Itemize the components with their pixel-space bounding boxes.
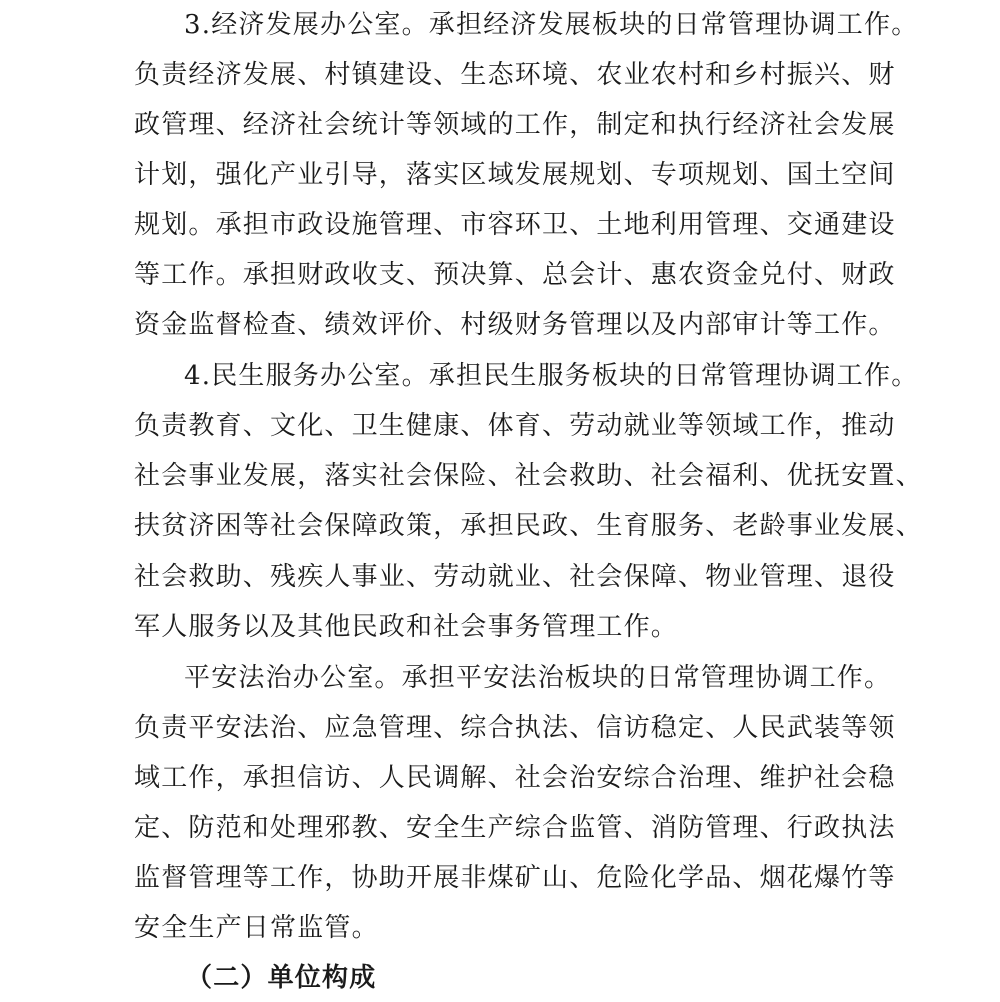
paragraph-economic-office-line-7: 资金监督检查、绩效评价、村级财务管理以及内部审计等工作。 bbox=[134, 310, 896, 340]
paragraph-livelihood-office-line-6: 军人服务以及其他民政和社会事务管理工作。 bbox=[134, 612, 679, 642]
paragraph-safety-office-line-1: 平安法治办公室。承担平安法治板块的日常管理协调工作。 bbox=[184, 663, 892, 693]
paragraph-livelihood-office-line-2: 负责教育、文化、卫生健康、体育、劳动就业等领域工作，推动 bbox=[134, 411, 896, 441]
paragraph-economic-office-line-2: 负责经济发展、村镇建设、生态环境、农业农村和乡村振兴、财 bbox=[134, 60, 896, 90]
paragraph-safety-office-line-4: 定、防范和处理邪教、安全生产综合监管、消防管理、行政执法 bbox=[134, 813, 896, 843]
paragraph-economic-office-line-3: 政管理、经济社会统计等领域的工作，制定和执行经济社会发展 bbox=[134, 110, 896, 140]
paragraph-economic-office-line-4: 计划，强化产业引导，落实区域发展规划、专项规划、国土空间 bbox=[134, 160, 896, 190]
paragraph-livelihood-office-line-1: 4.民生服务办公室。承担民生服务板块的日常管理协调工作。 bbox=[184, 361, 919, 391]
section-heading: （二）单位构成 bbox=[186, 963, 377, 993]
paragraph-livelihood-office-line-3: 社会事业发展，落实社会保险、社会救助、社会福利、优抚安置、 bbox=[134, 461, 923, 491]
paragraph-economic-office-line-6: 等工作。承担财政收支、预决算、总会计、惠农资金兑付、财政 bbox=[134, 260, 896, 290]
paragraph-safety-office-line-5: 监督管理等工作，协助开展非煤矿山、危险化学品、烟花爆竹等 bbox=[134, 863, 896, 893]
paragraph-livelihood-office-line-4: 扶贫济困等社会保障政策，承担民政、生育服务、老龄事业发展、 bbox=[134, 511, 923, 541]
paragraph-safety-office-line-6: 安全生产日常监管。 bbox=[134, 913, 379, 943]
paragraph-economic-office-line-1: 3.经济发展办公室。承担经济发展板块的日常管理协调工作。 bbox=[184, 10, 919, 40]
paragraph-safety-office-line-2: 负责平安法治、应急管理、综合执法、信访稳定、人民武装等领 bbox=[134, 713, 896, 743]
paragraph-economic-office-line-5: 规划。承担市政设施管理、市容环卫、土地利用管理、交通建设 bbox=[134, 210, 896, 240]
paragraph-safety-office-line-3: 域工作，承担信访、人民调解、社会治安综合治理、维护社会稳 bbox=[134, 763, 896, 793]
paragraph-livelihood-office-line-5: 社会救助、残疾人事业、劳动就业、社会保障、物业管理、退役 bbox=[134, 562, 896, 592]
